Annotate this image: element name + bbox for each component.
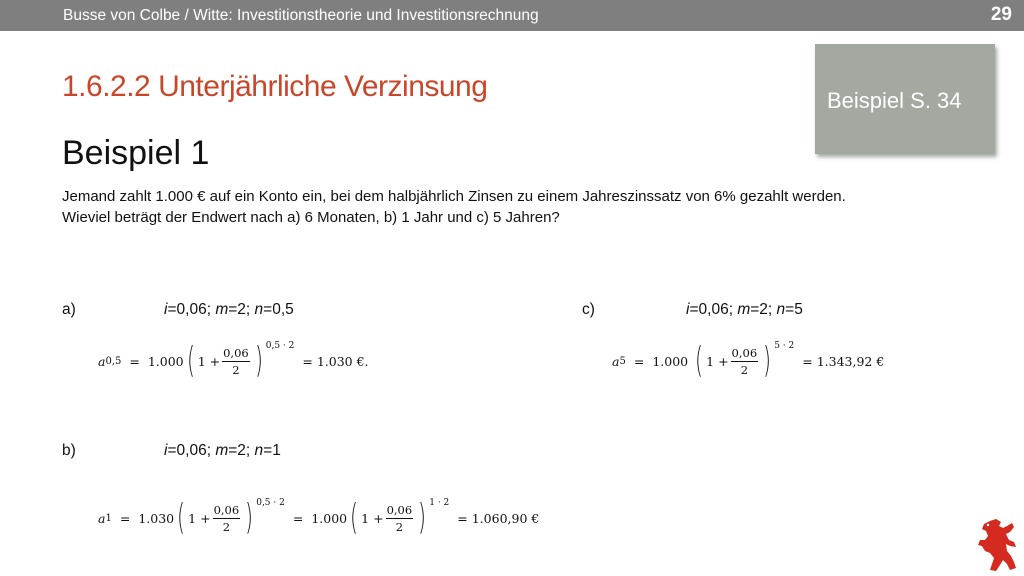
section-title: 1.6.2.2 Unterjährliche Verzinsung (62, 70, 488, 103)
part-b-given: i=0,06; m=2; n=1 (164, 442, 281, 459)
part-a-label: a) (62, 301, 76, 318)
header-title: Busse von Colbe / Witte: Investitionstheorie und Investitionsrechnung (63, 7, 539, 24)
part-c-given: i=0,06; m=2; n=5 (686, 301, 803, 318)
page-number: 29 (990, 4, 1012, 25)
problem-line-2: Wieviel beträgt der Endwert nach a) 6 Monaten, b) 1 Jahr und c) 5 Jahren? (62, 209, 560, 226)
example-reference-label: Beispiel S. 34 (827, 88, 962, 113)
problem-line-1: Jemand zahlt 1.000 € auf ein Konto ein, bei dem halbjährlich Zinsen zu einem Jahreszinssatz von 6% gezahlt werden. (62, 188, 846, 205)
header-bar (0, 0, 1024, 31)
formula-b: a 1 = 1.030 ( 1 + $\frac{0,06}{2}$ ) 0,5 · 2 = 1.000 ( 1 + $\frac{0,06}{2}$ ) 1 · 2 = 1.060,90 € (98, 497, 540, 538)
part-a-given: i=0,06; m=2; n=0,5 (164, 301, 294, 318)
formula-c: a 5 = 1.000 ( 1 + $\frac{0,06}{2}$ ) 5 · 2 = 1.343,92 € (612, 340, 885, 381)
berlin-bear-icon (976, 518, 1018, 572)
part-b-label: b) (62, 442, 76, 459)
example-reference-box (815, 44, 995, 154)
problem-statement (62, 186, 922, 228)
formula-a: a 0,5 = 1.000 ( 1 + $\frac{0,06}{2}$ ) 0,5 · 2 = 1.030 €. (98, 340, 369, 381)
slide-heading: Beispiel 1 (62, 134, 210, 172)
part-c-label: c) (582, 301, 595, 318)
